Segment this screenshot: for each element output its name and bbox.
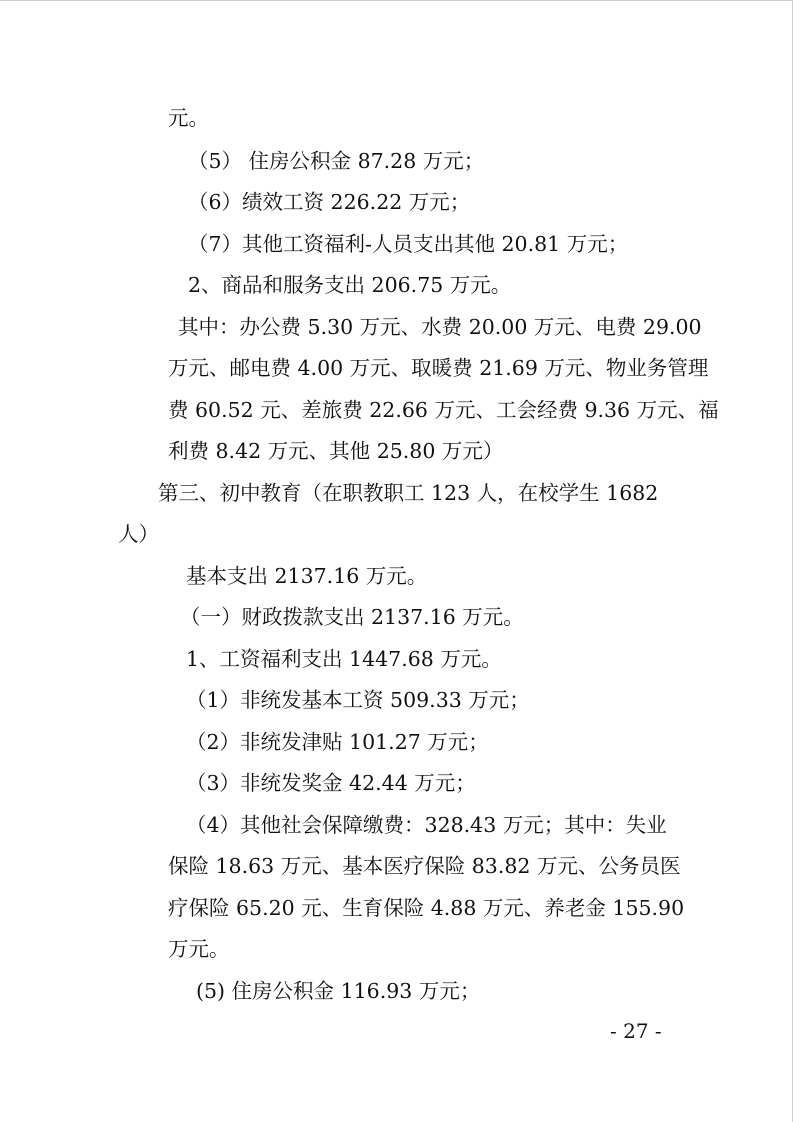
text-line: 元。 <box>168 106 209 130</box>
text-line: (5) 住房公积金 116.93 万元； <box>196 979 481 1003</box>
text-line: 人） <box>118 522 159 546</box>
text-line: 保险 18.63 万元、基本医疗保险 83.82 万元、公务员医 <box>168 854 681 878</box>
text-line: 利费 8.42 万元、其他 25.80 万元） <box>168 439 504 463</box>
text-line: （3）非统发奖金 42.44 万元； <box>186 771 476 795</box>
text-line: （6）绩效工资 226.22 万元； <box>188 190 471 214</box>
page-number: - 27 - <box>610 1019 662 1043</box>
page-border-top <box>0 0 793 1</box>
text-line: （4）其他社会保障缴费：328.43 万元；其中：失业 <box>186 813 667 837</box>
text-line: 其中：办公费 5.30 万元、水费 20.00 万元、电费 29.00 <box>178 315 702 339</box>
text-line: 费 60.52 元、差旅费 22.66 万元、工会经费 9.36 万元、福 <box>168 398 719 422</box>
text-line: （一）财政拨款支出 2137.16 万元。 <box>180 605 524 629</box>
text-line: 1、工资福利支出 1447.68 万元。 <box>186 647 502 671</box>
text-line: 万元。 <box>168 937 230 961</box>
text-line: 万元、邮电费 4.00 万元、取暖费 21.69 万元、物业务管理 <box>168 356 709 380</box>
text-line: 基本支出 2137.16 万元。 <box>186 564 428 588</box>
text-line: （7）其他工资福利-人员支出其他 20.81 万元； <box>188 232 629 256</box>
text-line: 第三、初中教育（在职教职工 123 人，在校学生 1682 <box>158 481 659 505</box>
text-line: （1）非统发基本工资 509.33 万元； <box>186 688 530 712</box>
text-line: 疗保险 65.20 元、生育保险 4.88 万元、养老金 155.90 <box>168 896 685 920</box>
text-line: （5） 住房公积金 87.28 万元； <box>188 149 485 173</box>
text-line: （2）非统发津贴 101.27 万元； <box>186 730 489 754</box>
text-line: 2、商品和服务支出 206.75 万元。 <box>188 273 512 297</box>
